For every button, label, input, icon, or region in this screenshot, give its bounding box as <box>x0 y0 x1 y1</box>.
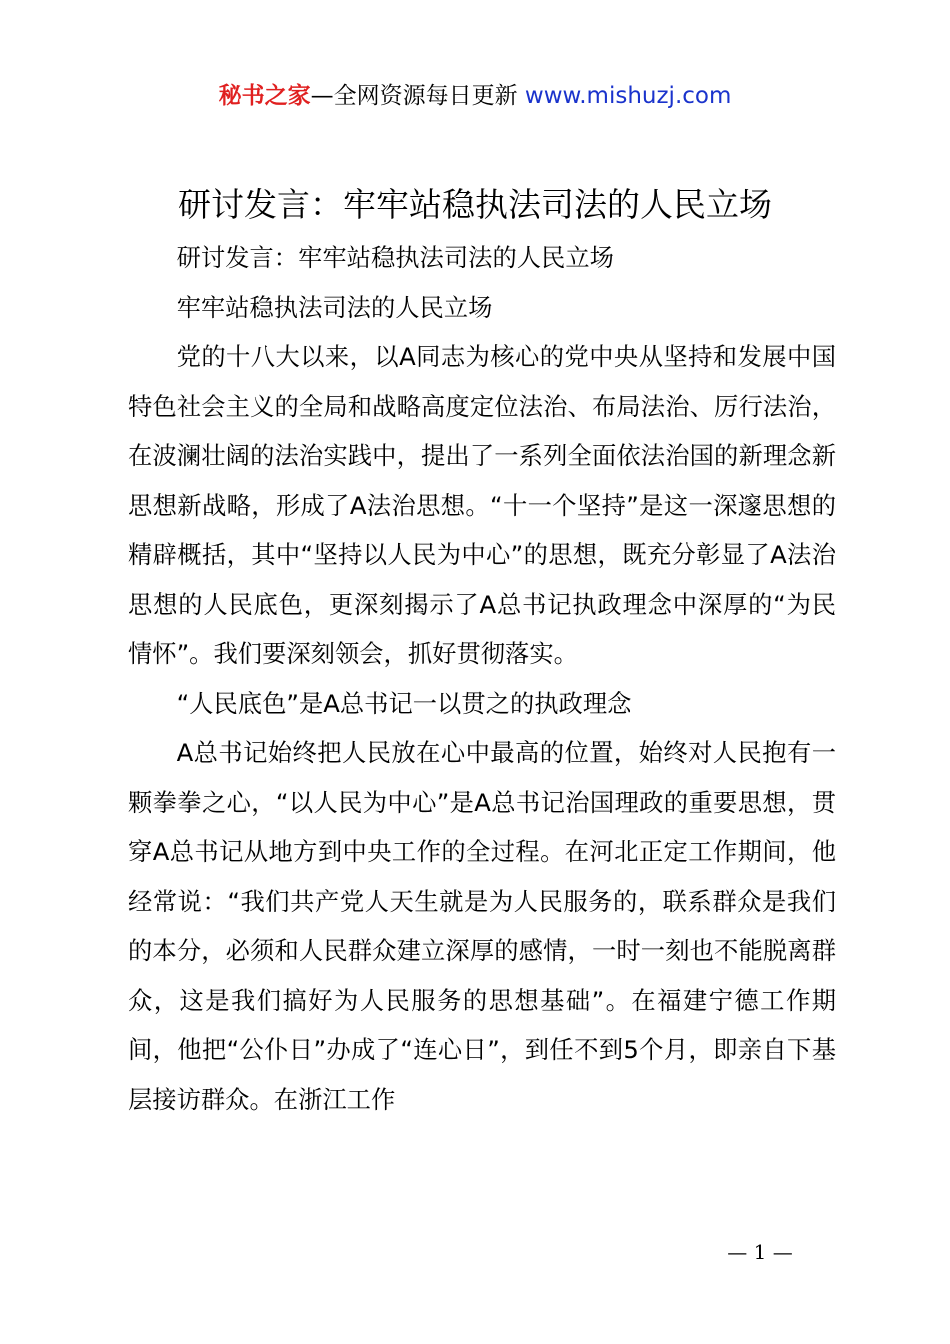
page-number: — 1 — <box>727 1240 793 1264</box>
document-title: 研讨发言：牢牢站稳执法司法的人民立场 <box>178 185 772 224</box>
document-body <box>128 233 836 1124</box>
page-header <box>0 80 950 112</box>
paragraph-heading: 牢牢站稳执法司法的人民立场 <box>176 292 493 322</box>
brand-name: 秘书之家 <box>218 83 311 109</box>
paragraph-section-body: A总书记始终把人民放在心中最高的位置，始终对人民抱有一颗拳拳之心，“以人民为中心”是A总书记治国理政的重要思想，贯穿A总书记从地方到中央工作的全过程。在河北正定工作期间，他经常说：“我们共产党人天生就是为人民服务的，联系群众是我们的本分，必须和人民群众建立深厚的感情，一时一刻也不能脱离群众，这是我们搞好为人民服务的思想基础”。在福建宁德工作期间，他把“公仆日”办成了“连心日”，到任不到5个月，即亲自下基层接访群众。在浙江工作 <box>128 738 836 1114</box>
paragraph-subtitle: 研讨发言：牢牢站稳执法司法的人民立场 <box>176 243 614 272</box>
site-url[interactable]: www.mishuzj.com <box>524 83 732 109</box>
section-heading: “人民底色”是A总书记一以贯之的执政理念 <box>176 688 632 718</box>
paragraph-intro: 党的十八大以来，以A同志为核心的党中央从坚持和发展中国特色社会主义的全局和战略高度定位法治、布局法治、厉行法治，在波澜壮阔的法治实践中，提出了一系列全面依法治国的新理念新思想新战略，形成了A法治思想。“十一个坚持”是这一深邃思想的精辟概括，其中“坚持以人民为中心”的思想，既充分彰显了A法治思想的人民底色，更深刻揭示了A总书记执政理念中深厚的“为民情怀”。我们要深刻领会，抓好贯彻落实。 <box>128 342 836 668</box>
header-tagline: —全网资源每日更新 <box>310 83 525 109</box>
